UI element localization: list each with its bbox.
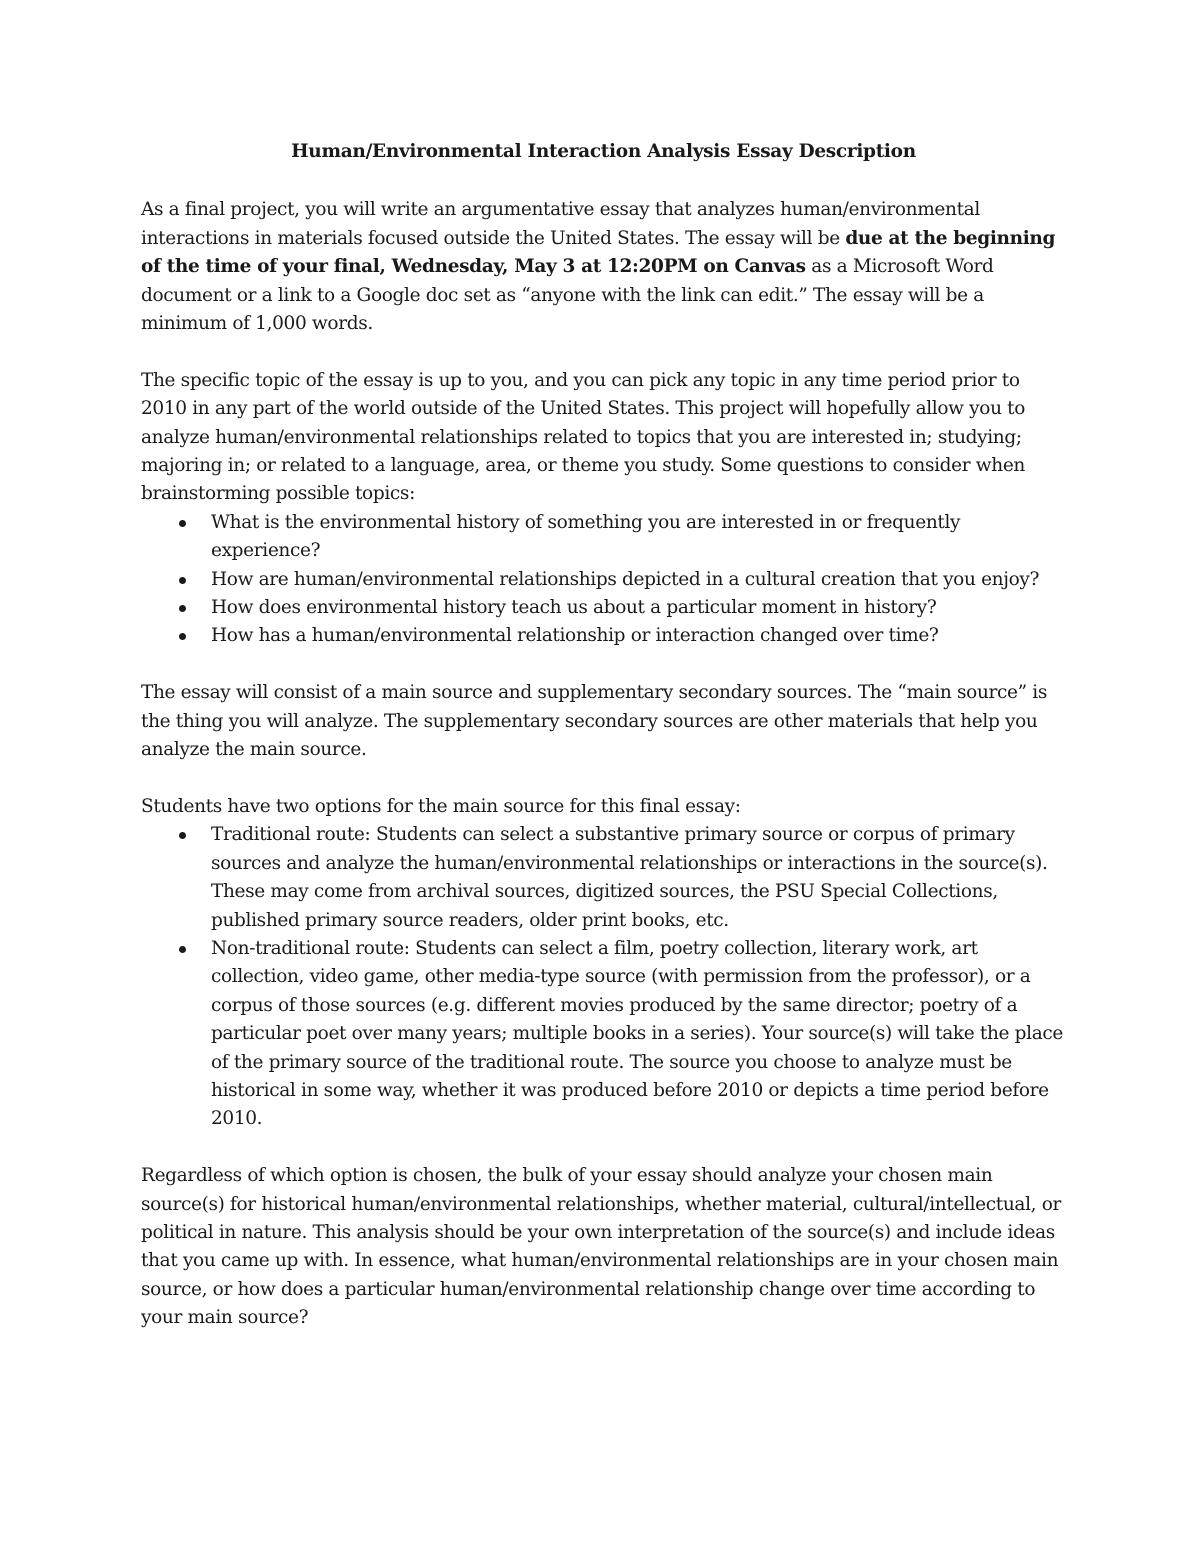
list-item: Traditional route: Students can select a substantive primary source or corpus of primary sources and analyze the human/environmental relationships or interactions in the source(s). These may come from archival sources, digitized sources, the PSU Special Collections, published primary source readers, older print books, etc. bbox=[211, 821, 1066, 935]
intro-paragraph bbox=[141, 196, 1066, 338]
list-item: How has a human/environmental relationship or interaction changed over time? bbox=[211, 622, 1066, 650]
document-page bbox=[141, 138, 1066, 1361]
page-title: Human/Environmental Interaction Analysis Essay Description bbox=[291, 141, 916, 162]
sources-paragraph: The essay will consist of a main source and supplementary secondary sources. The “main source” is the thing you will analyze. The supplementary secondary sources are other materials that help you analyze the main source. bbox=[141, 682, 1047, 761]
list-item: How are human/environmental relationships depicted in a cultural creation that you enjoy? bbox=[211, 566, 1066, 594]
intro-text-2: as a Microsoft Word document or a link to a Google doc set as “anyone with the link can edit.” The essay will be a minimum of 1,000 words. bbox=[141, 256, 994, 335]
due-date-separator: , bbox=[379, 256, 392, 278]
intro-text-1: As a final project, you will write an argumentative essay that analyzes human/environmental interactions in materials focused outside the United States. The essay will be bbox=[141, 199, 980, 249]
topic-questions-list bbox=[141, 509, 1066, 651]
topic-paragraph: The specific topic of the essay is up to you, and you can pick any topic in any time period prior to 2010 in any part of the world outside of the United States. This project will hopefully allow you to analyze human/environmental relationships related to topics that you are interested in; studying; majoring in; or related to a language, area, or theme you study. Some questions to consider when brainstorming possible topics: bbox=[141, 369, 1026, 505]
options-list bbox=[141, 821, 1066, 1133]
due-date-bold-1: due at the beginning of the time of your final bbox=[141, 227, 1056, 278]
list-item: What is the environmental history of something you are interested in or frequently experience? bbox=[211, 509, 1066, 566]
options-intro: Students have two options for the main source for this final essay: bbox=[141, 795, 741, 817]
list-item: How does environmental history teach us about a particular moment in history? bbox=[211, 594, 1066, 622]
closing-paragraph: Regardless of which option is chosen, the bulk of your essay should analyze your chosen main source(s) for historical human/environmental relationships, whether material, cultural/intellectual, or political in nature. This analysis should be your own interpretation of the source(s) and include ideas that you came up with. In essence, what human/environmental relationships are in your chosen main source, or how does a particular human/environmental relationship change over time according to your main source? bbox=[141, 1165, 1062, 1329]
list-item: Non-traditional route: Students can select a film, poetry collection, literary work, art collection, video game, other media-type source (with permission from the professor), or a corpus of those sources (e.g. different movies produced by the same director; poetry of a particular poet over many years; multiple books in a series). Your source(s) will take the place of the primary source of the traditional route. The source you choose to analyze must be historical in some way, whether it was produced before 2010 or depicts a time period before 2010. bbox=[211, 935, 1066, 1134]
due-date-bold-2: Wednesday, May 3 at 12:20PM on Canvas bbox=[391, 256, 806, 278]
